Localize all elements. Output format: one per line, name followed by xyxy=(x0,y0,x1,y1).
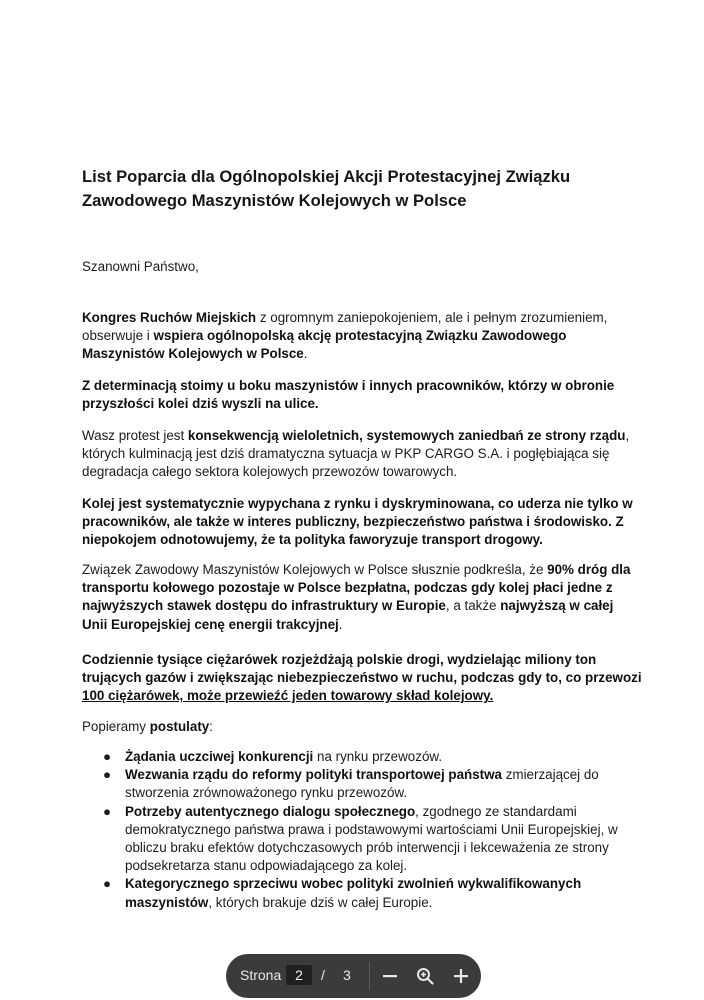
list-item-bold: Potrzeby autentycznego dialogu społecznego xyxy=(125,803,416,819)
p1-bold-1: Kongres Ruchów Miejskich xyxy=(82,310,257,325)
paragraph-6 xyxy=(82,651,642,706)
p6-underline-1: 100 ciężarówek, może przewieźć jeden towarowy skład kolejowy. xyxy=(82,688,494,704)
title-line-1: List Poparcia dla Ogólnopolskiej Akcji Protestacyjnej Związku xyxy=(82,167,571,186)
zoom-button[interactable] xyxy=(411,962,439,990)
plus-icon xyxy=(453,968,469,984)
p7-bold-1: postulaty xyxy=(149,719,210,734)
paragraph-1 xyxy=(82,309,642,364)
pdf-viewer-toolbar xyxy=(226,954,481,998)
list-item xyxy=(82,875,642,911)
p5-text-1: Związek Zawodowy Maszynistów Kolejowych w Polsce słusznie podkreśla, że xyxy=(82,562,548,577)
toolbar-divider xyxy=(369,962,370,990)
bullet-icon: ● xyxy=(103,876,112,892)
p3-text-1: Wasz protest jest xyxy=(82,428,188,443)
p5-bold-1: 90% dróg dla transportu kołowego pozostaje w Polsce bezpłatna, podczas gdy kolej płaci jedne z najwyższych stawek dostępu do infrastruktury w Europie xyxy=(82,562,631,614)
document-title xyxy=(82,165,642,212)
p3-bold-1: konsekwencją wieloletnich, systemowych zaniedbań ze strony rządu xyxy=(187,428,626,443)
p5-text-3: . xyxy=(338,616,343,632)
p1-text-2: . xyxy=(303,346,308,362)
list-item-bold: Żądania uczciwej konkurencji xyxy=(125,749,314,764)
list-item-text: , których brakuje dziś w całej Europie. xyxy=(208,894,433,910)
bullet-icon: ● xyxy=(103,803,112,819)
list-item-text: zmierzającej do stworzenia zrównoważonego rynku przewozów. xyxy=(125,767,599,801)
list-item xyxy=(82,766,642,802)
magnifier-icon xyxy=(416,967,434,985)
paragraph-3 xyxy=(82,427,642,482)
bullet-icon: ● xyxy=(103,767,112,783)
list-item-text: na rynku przewozów. xyxy=(313,749,443,764)
p1-text-1: z ogromnym zaniepokojeniem, ale i pełnym zrozumieniem, obserwuje i xyxy=(82,310,608,344)
minus-icon xyxy=(382,968,398,984)
zoom-out-button[interactable] xyxy=(376,962,404,990)
greeting: Szanowni Państwo, xyxy=(82,259,199,274)
p5-bold-2: najwyższą w całej Unii Europejskiej cenę energii trakcyjnej xyxy=(82,598,614,632)
list-item-bold: Kategorycznego sprzeciwu wobec polityki zwolnień wykwalifikowanych maszynistów xyxy=(125,876,582,910)
p7-text-2: : xyxy=(209,719,213,734)
paragraph-2 xyxy=(82,377,642,413)
paragraph-5 xyxy=(82,561,642,634)
paragraph-7 xyxy=(82,718,642,736)
p1-bold-2: wspiera ogólnopolską akcję protestacyjną Związku Zawodowego Maszynistów Kolejowych w Polsce xyxy=(82,328,567,362)
postulates-list xyxy=(82,748,642,912)
p3-text-2: , których kulminacją jest dziś dramatyczna sytuacja w PKP CARGO S.A. i pogłębiająca się degradacja całego sektora kolejowych przewozów towarowych. xyxy=(82,428,630,480)
bullet-icon: ● xyxy=(103,749,112,764)
list-item-text: , zgodnego ze standardami demokratycznego państwa prawa i podstawowymi wartościami Unii Europejskiej, w obliczu braku efektów dotychczasowych prób interwencji i lekceważenia ze strony podsekretarza stanu odpowiadającego za kolej. xyxy=(125,803,618,874)
list-item-bold: Wezwania rządu do reformy polityki transportowej państwa xyxy=(125,767,502,783)
list-item xyxy=(82,748,642,766)
zoom-in-button[interactable] xyxy=(447,962,475,990)
list-item xyxy=(82,803,642,876)
paragraph-4 xyxy=(82,495,642,550)
page-label: Strona xyxy=(240,967,282,983)
p6-bold-1: Codziennie tysiące ciężarówek rozjeżdżają polskie drogi, wydzielając miliony ton trujących gazów i zwiększając niebezpieczeństwo w ruchu, podczas gdy to, co przewozi xyxy=(82,652,642,686)
current-page-input[interactable] xyxy=(286,965,312,985)
page-separator: / xyxy=(321,967,325,983)
p4-bold-1: Kolej jest systematycznie wypychana z rynku i dyskryminowana, co uderza nie tylko w pracowników, ale także w interes publiczny, bezpieczeństwo państwa i środowisko. Z niepokojem odnotowujemy, że ta polityka faworyzuje transport drogowy. xyxy=(82,496,633,548)
p7-text-1: Popieramy xyxy=(82,719,150,734)
p2-bold-1: Z determinacją stoimy u boku maszynistów i innych pracowników, którzy w obronie przyszłości kolei dziś wyszli na ulice. xyxy=(82,378,615,412)
title-line-2: Zawodowego Maszynistów Kolejowych w Polsce xyxy=(82,190,467,210)
total-pages: 3 xyxy=(343,967,351,983)
p5-text-2: , a także xyxy=(445,598,501,614)
